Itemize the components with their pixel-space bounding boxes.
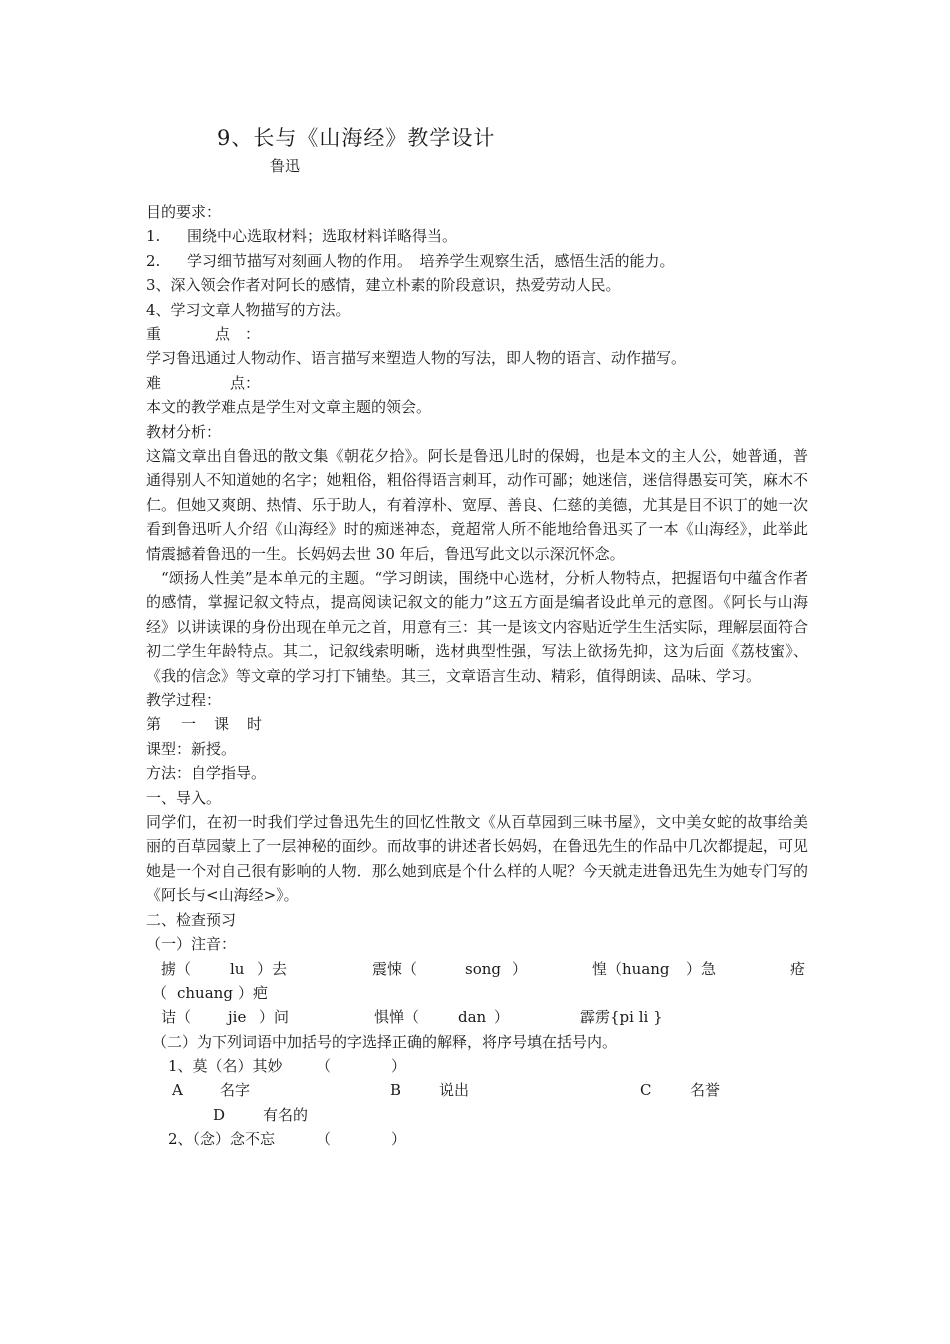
lesson-title xyxy=(146,712,808,736)
teaching-method: 方法：自学指导。 xyxy=(146,764,267,783)
check-heading: 二、检查预习 xyxy=(146,910,237,929)
difficulty-label-part: 难 xyxy=(146,373,162,392)
difficulty-label xyxy=(146,371,808,395)
option-a-text: 名字 xyxy=(220,1081,251,1100)
objective-3: 3、深入领会作者对阿长的感情，建立朴素的阶段意识，热爱劳动人民。 xyxy=(146,276,621,295)
phonetic-row-1 xyxy=(146,957,808,981)
phonetic-item: ） xyxy=(494,1008,510,1027)
objective-1 xyxy=(146,224,808,248)
question-2-text: 2、（念）念不忘 xyxy=(168,1130,276,1149)
phonetic-item: ）问 xyxy=(259,1008,290,1027)
phonetic-item: ）疤 xyxy=(238,983,269,1002)
objective-1-text: 围绕中心选取材料；选取材料详略得当。 xyxy=(187,227,458,246)
phonetic-item: （ xyxy=(152,983,168,1002)
lesson-title-char: 第 xyxy=(146,715,162,734)
key-point-label-part: ： xyxy=(245,325,261,343)
process-heading: 教学过程： xyxy=(146,691,222,710)
phonetic-item: song xyxy=(465,959,501,978)
explanation-heading: （二）为下列词语中加括号的字选择正确的解释，将序号填在括号内。 xyxy=(152,1032,618,1051)
phonetic-item: dan xyxy=(458,1008,487,1027)
lesson-title-char: 一 xyxy=(181,715,197,734)
key-point-label-part: 点 xyxy=(215,325,231,343)
option-b-text: 说出 xyxy=(439,1081,470,1100)
objective-1-number: 1. xyxy=(146,227,161,246)
intro-heading: 一、导入。 xyxy=(146,788,222,807)
option-c-label: C xyxy=(640,1081,652,1100)
phonetic-item: 掳（ xyxy=(161,959,192,978)
phonetic-row-2 xyxy=(146,981,808,1005)
phonetic-item: 诘（ xyxy=(161,1008,192,1027)
lesson-title-char: 课 xyxy=(214,715,230,734)
key-point-label-part: 重 xyxy=(146,325,162,343)
phonetic-item: jie xyxy=(228,1008,247,1027)
phonetic-row-3 xyxy=(146,1005,808,1029)
question-2 xyxy=(146,1127,808,1151)
objective-2 xyxy=(146,249,808,273)
objective-4: 4、学习文章人物描写的方法。 xyxy=(146,300,351,319)
phonetic-item: lu xyxy=(230,959,245,978)
question-2-blank: （ ） xyxy=(316,1130,407,1149)
phonetic-item: chuang xyxy=(177,983,233,1002)
analysis-paragraph-1: 这篇文章出自鲁迅的散文集《朝花夕拾》。阿长是鲁迅儿时的保姆，也是本文的主人公，她普通，普通得别人不知道她的名字；她粗俗，粗俗得语言刺耳，动作可鄙；她迷信，迷信得愚妄可笑，麻木不仁。但她又爽朗、热情、乐于助人，有着淳朴、宽厚、善良、仁慈的美德，尤其是目不识丁的她一次看到鲁迅听人介绍《山海经》时的痴迷神态，竟超常人所不能地给鲁迅买了一本《山海经》，此举此情震撼着鲁迅的一生。长妈妈去世 30 年后，鲁迅写此文以示深沉怀念。 xyxy=(146,447,808,563)
option-b-label: B xyxy=(390,1081,402,1100)
question-1-text: 1、莫（名）其妙 xyxy=(168,1057,283,1076)
intro-text: 同学们，在初一时我们学过鲁迅先生的回忆性散文《从百草园到三味书屋》，文中美女蛇的故事给美丽的百草园蒙上了一层神秘的面纱。而故事的讲述者长妈妈，在鲁迅先生的作品中几次都提起，可见她是一个对自己很有影响的人物．那么她到底是个什么样的人呢？今天就走进鲁迅先生为她专门写的《阿长与<山海经>》。 xyxy=(146,813,808,905)
phonetic-item: ） xyxy=(512,959,528,978)
question-1-blank: （ ） xyxy=(316,1057,407,1076)
phonetic-item: ）急 xyxy=(686,959,717,978)
key-point-text: 学习鲁迅通过人物动作、语言描写来塑造人物的写法，即人物的语言、动作描写。 xyxy=(146,349,687,368)
lesson-title-char: 时 xyxy=(247,715,263,734)
document-title: 9、长与《山海经》教学设计 xyxy=(217,126,496,150)
objectives-heading: 目的要求： xyxy=(146,203,222,221)
phonetic-item: 霹雳{pi li } xyxy=(580,1008,663,1027)
phonetic-item: 疮 xyxy=(790,959,806,978)
phonetic-item: 震悚（ xyxy=(372,959,418,978)
question-1 xyxy=(146,1054,808,1078)
document-body xyxy=(146,200,808,1152)
option-c-text: 名誉 xyxy=(690,1081,721,1100)
objective-2-number: 2. xyxy=(146,251,161,270)
lesson-type: 课型：新授。 xyxy=(146,739,237,758)
phonetic-item: 惶（huang xyxy=(592,959,670,978)
difficulty-label-part: 点： xyxy=(230,373,261,392)
phonetic-item: 惧惮（ xyxy=(374,1008,420,1027)
phonetic-heading: （一）注音： xyxy=(146,935,237,954)
analysis-paragraph-2: “颂扬人性美”是本单元的主题。“学习朗读，围绕中心选材，分析人物特点，把握语句中蕴含作者的感情，掌握记叙文特点，提高阅读记叙文的能力”这五方面是编者设此单元的意图。《阿长与山海经》以讲读课的身份出现在单元之首，用意有三：其一是该文内容贴近学生生活实际，理解层面符合初二学生年龄特点。其二，记叙线索明晰，选材典型性强，写法上欲扬先抑，这为后面《荔枝蜜》、《我的信念》等文章的学习打下铺垫。其三，文章语言生动、精彩，值得朗读、品味、学习。 xyxy=(146,569,808,685)
difficulty-text: 本文的教学难点是学生对文章主题的领会。 xyxy=(146,398,432,417)
option-a-label: A xyxy=(172,1081,183,1100)
option-d-text: 有名的 xyxy=(263,1105,309,1124)
objective-2-text: 学习细节描写对刻画人物的作用。 培养学生观察生活，感悟生活的能力。 xyxy=(187,251,675,270)
key-point-label xyxy=(146,322,808,346)
question-1-options xyxy=(146,1078,808,1102)
author-name: 鲁迅 xyxy=(270,157,301,175)
option-d-label: D xyxy=(213,1105,226,1124)
question-1-options-2 xyxy=(146,1103,808,1127)
analysis-heading: 教材分析： xyxy=(146,422,222,441)
phonetic-item: ）去 xyxy=(257,959,288,978)
